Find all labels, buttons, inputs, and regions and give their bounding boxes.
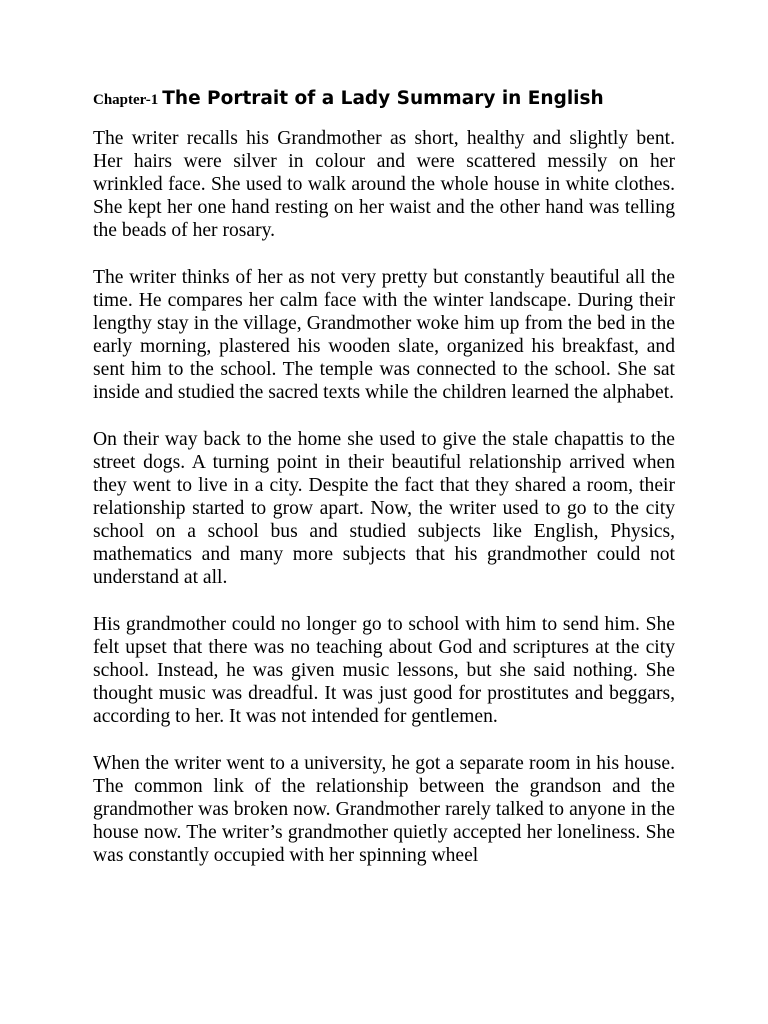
paragraph-3: On their way back to the home she used to give the stale chapattis to the street dogs. A turning point in their beautiful relationship arrived when they went to live in a city. Despite the fact that they shared a room, their relationship started to grow apart. Now, the writer used to go to the city school on a school bus and studied subjects like English, Physics, mathematics and many more subjects that his grandmother could not understand at all. xyxy=(93,429,675,588)
paragraph-5: When the writer went to a university, he got a separate room in his house. The common link of the relationship between the grandson and the grandmother was broken now. Grandmother rarely talked to anyone in the house now. The writer’s grandmother quietly accepted her loneliness. She was constantly occupied with her spinning wheel xyxy=(93,753,675,866)
document-page xyxy=(93,86,675,891)
paragraph-1: The writer recalls his Grandmother as short, healthy and slightly bent. Her hairs were silver in colour and were scattered messily on her wrinkled face. She used to walk around the whole house in white clothes. She kept her one hand resting on her waist and the other hand was telling the beads of her rosary. xyxy=(93,128,675,241)
chapter-heading xyxy=(93,86,675,113)
paragraph-2: The writer thinks of her as not very pretty but constantly beautiful all the time. He compares her calm face with the winter landscape. During their lengthy stay in the village, Grandmother woke him up from the bed in the early morning, plastered his wooden slate, organized his breakfast, and sent him to the school. The temple was connected to the school. She sat inside and studied the sacred texts while the children learned the alphabet. xyxy=(93,267,675,403)
paragraph-4: His grandmother could no longer go to school with him to send him. She felt upset that there was no teaching about God and scriptures at the city school. Instead, he was given music lessons, but she said nothing. She thought music was dreadful. It was just good for prostitutes and beggars, according to her. It was not intended for gentlemen. xyxy=(93,614,675,727)
chapter-label: Chapter-1 xyxy=(93,92,159,108)
chapter-title: The Portrait of a Lady Summary in English xyxy=(162,88,604,109)
